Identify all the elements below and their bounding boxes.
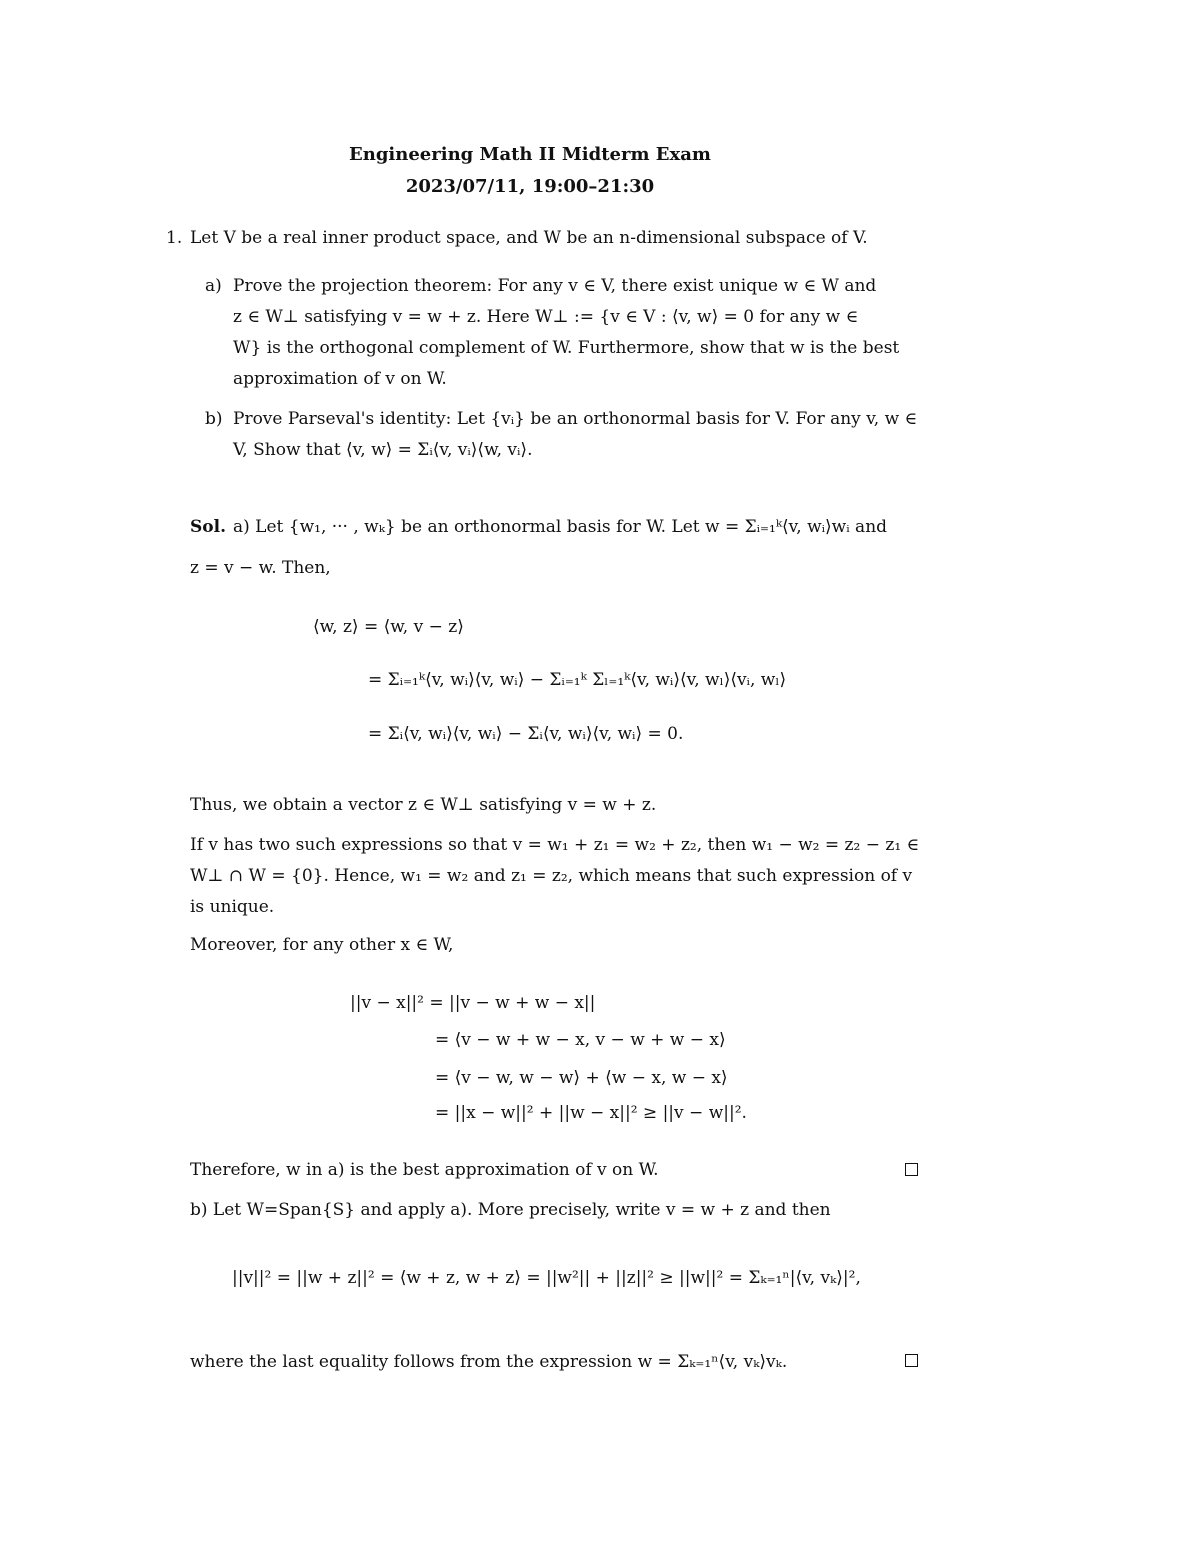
part-b-label: b) [205, 409, 223, 429]
part-a-line3: W} is the orthogonal complement of W. Furthermore, show that w is the best [233, 338, 900, 358]
solution-intro-line1: a) Let {w₁, ··· , wₖ} be an orthonormal basis for W. Let w = Σᵢ₌₁ᵏ⟨v, wᵢ⟩wᵢ and [233, 517, 888, 537]
part-a-line2: z ∈ W⊥ satisfying v = w + z. Here W⊥ := {v ∈ V : ⟨v, w⟩ = 0 for any w ∈ [233, 307, 859, 327]
equation1-line1: ⟨w, z⟩ = ⟨w, v − z⟩ [313, 617, 464, 637]
part-a-line4: approximation of v on W. [233, 369, 447, 389]
equation2-line2: = ⟨v − w + w − x, v − w + w − x⟩ [435, 1030, 726, 1050]
qed-square-icon [905, 1163, 918, 1176]
exam-datetime-text: 2023/07/11, 19:00–21:30 [405, 176, 655, 197]
problem-statement: Let V be a real inner product space, and W be an n-dimensional subspace of V. [190, 228, 868, 248]
exam-title [0, 144, 1060, 165]
part-a-label: a) [205, 276, 222, 296]
equation1-line2: = Σᵢ₌₁ᵏ⟨v, wᵢ⟩⟨v, wᵢ⟩ − Σᵢ₌₁ᵏ Σₗ₌₁ᵏ⟨v, wᵢ⟩⟨v, wₗ⟩⟨vᵢ, wₗ⟩ [368, 670, 787, 690]
solution-para2-line2: W⊥ ∩ W = {0}. Hence, w₁ = w₂ and z₁ = z₂, which means that such expression of v [190, 866, 913, 886]
equation1-line3: = Σᵢ⟨v, wᵢ⟩⟨v, wᵢ⟩ − Σᵢ⟨v, wᵢ⟩⟨v, wᵢ⟩ = 0. [368, 724, 684, 744]
solution-label: Sol. [190, 517, 226, 537]
qed-square-icon [905, 1354, 918, 1367]
equation2-line3: = ⟨v − w, w − w⟩ + ⟨w − x, w − x⟩ [435, 1068, 728, 1088]
part-a-line1: Prove the projection theorem: For any v ∈ V, there exist unique w ∈ W and [233, 276, 877, 296]
part-b-line2: V, Show that ⟨v, w⟩ = Σᵢ⟨v, vᵢ⟩⟨w, vᵢ⟩. [233, 440, 533, 460]
solution-para3: Moreover, for any other x ∈ W, [190, 935, 454, 955]
equation2-line4: = ||x − w||² + ||w − x||² ≥ ||v − w||². [435, 1103, 747, 1123]
solution-para6: where the last equality follows from the expression w = Σₖ₌₁ⁿ⟨v, vₖ⟩vₖ. [190, 1352, 788, 1372]
part-b-line1: Prove Parseval's identity: Let {vᵢ} be an orthonormal basis for V. For any v, w ∈ [233, 409, 918, 429]
solution-para2-line3: is unique. [190, 897, 275, 917]
solution-para4: Therefore, w in a) is the best approximation of v on W. [190, 1160, 659, 1180]
solution-para2-line1: If v has two such expressions so that v = w₁ + z₁ = w₂ + z₂, then w₁ − w₂ = z₂ − z₁ ∈ [190, 835, 920, 855]
solution-para5: b) Let W=Span{S} and apply a). More precisely, write v = w + z and then [190, 1200, 831, 1220]
solution-intro-line2: z = v − w. Then, [190, 558, 331, 578]
equation3: ||v||² = ||w + z||² = ⟨w + z, w + z⟩ = ||w²|| + ||z||² ≥ ||w||² = Σₖ₌₁ⁿ|⟨v, vₖ⟩|², [232, 1268, 861, 1288]
exam-datetime [0, 176, 1060, 197]
equation2-line1: ||v − x||² = ||v − w + w − x|| [350, 993, 596, 1013]
problem-number: 1. [166, 228, 183, 248]
exam-title-text: Engineering Math II Midterm Exam [349, 144, 711, 165]
solution-para1: Thus, we obtain a vector z ∈ W⊥ satisfying v = w + z. [190, 795, 657, 815]
